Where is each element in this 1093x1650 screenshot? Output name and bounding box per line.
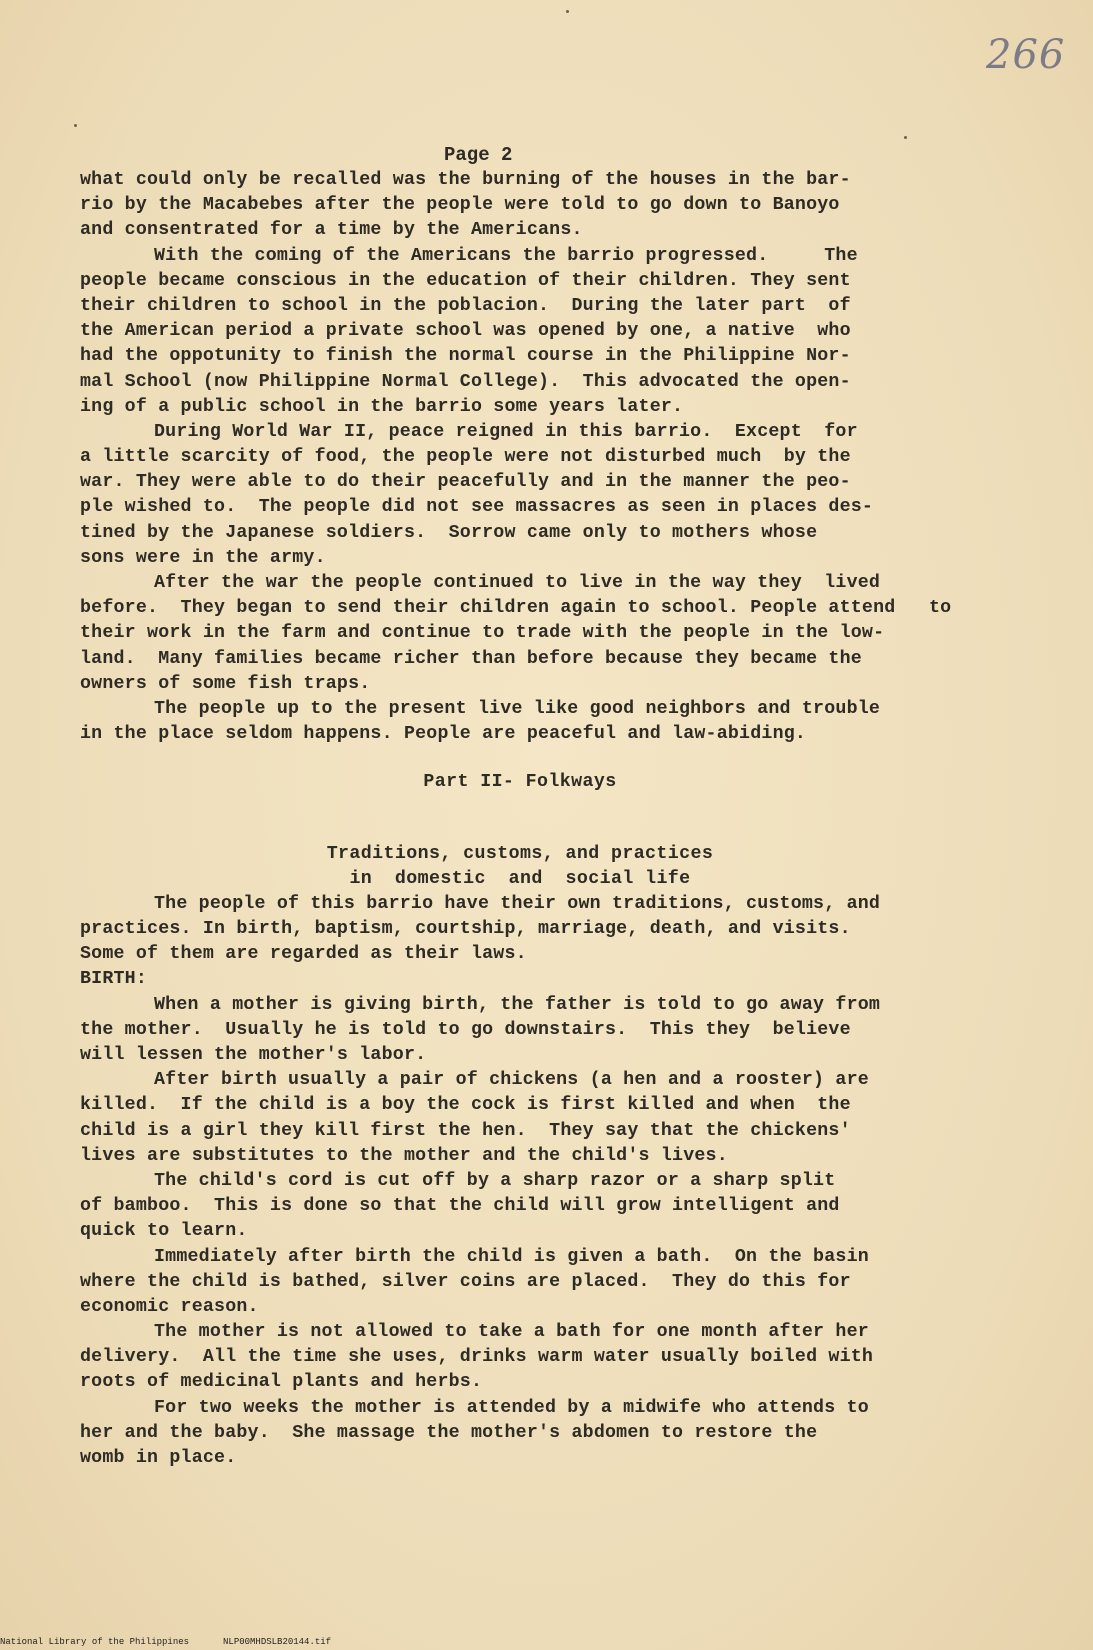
text-line: killed. If the child is a boy the cock is first killed and when the	[80, 1095, 851, 1116]
text-line: child is a girl they kill first the hen. They say that the chickens'	[80, 1120, 851, 1141]
text-line: where the child is bathed, silver coins are placed. They do this for	[80, 1271, 851, 1292]
text-line: The people of this barrio have their own traditions, customs, and	[154, 893, 881, 914]
birth-heading: BIRTH:	[80, 969, 148, 990]
text-line: land. Many families became richer than before because they became the	[80, 648, 862, 669]
archive-footer	[0, 1637, 365, 1647]
text-line: When a mother is giving birth, the father is told to go away from	[154, 994, 881, 1015]
text-line: tined by the Japanese soldiers. Sorrow came only to mothers whose	[80, 522, 818, 543]
footer-institution: National Library of the Philippines	[0, 1637, 190, 1647]
handwritten-page-number: 266	[986, 32, 1066, 78]
text-line: womb in place.	[80, 1448, 237, 1468]
ink-speck	[566, 10, 569, 13]
text-line: economic reason.	[80, 1296, 259, 1317]
page-header: Page 2	[444, 144, 513, 166]
text-line: what could only be recalled was the burning of the houses in the bar-	[80, 170, 851, 190]
text-line: a little scarcity of food, the people were not disturbed much by the	[80, 447, 851, 468]
text-line: rio by the Macabebes after the people were told to go down to Banoyo	[80, 195, 840, 216]
text-line: After the war the people continued to live in the way they lived	[154, 573, 881, 593]
text-line: With the coming of the Americans the barrio progressed. The	[154, 245, 858, 266]
text-line: and consentrated for a time by the Americans.	[80, 220, 583, 241]
text-line: people became conscious in the education of their children. They sent	[80, 270, 851, 291]
text-line: lives are substitutes to the mother and the child's lives.	[80, 1145, 728, 1166]
text-line: before. They began to send their children again to school. People attend to	[80, 598, 952, 619]
section-subtitle: in domestic and social life	[349, 868, 691, 889]
text-line: After birth usually a pair of chickens (a hen and a rooster) are	[154, 1070, 869, 1091]
text-line: practices. In birth, baptism, courtship, marriage, death, and visits.	[80, 919, 851, 940]
text-line: For two weeks the mother is attended by a midwife who attends to	[154, 1397, 869, 1418]
text-line: in the place seldom happens. People are peaceful and law-abiding.	[80, 724, 807, 745]
text-line: roots of medicinal plants and herbs.	[80, 1372, 483, 1393]
text-line: will lessen the mother's labor.	[80, 1045, 427, 1065]
text-line: the mother. Usually he is told to go downstairs. This they believe	[80, 1019, 851, 1040]
text-line: their children to school in the poblacion. During the later part of	[80, 295, 851, 316]
text-line: had the oppotunity to finish the normal course in the Philippine Nor-	[80, 346, 851, 367]
text-line: of bamboo. This is done so that the child will grow intelligent and	[80, 1196, 840, 1217]
footer-file-id: NLP00MHDSLB20144.tif	[223, 1637, 332, 1647]
text-line: During World War II, peace reigned in this barrio. Except for	[154, 421, 858, 442]
text-line: The people up to the present live like good neighbors and trouble	[154, 698, 881, 719]
ink-speck	[74, 124, 77, 127]
text-line: Immediately after birth the child is given a bath. On the basin	[154, 1246, 869, 1267]
text-line: sons were in the army.	[80, 547, 326, 568]
text-line: their work in the farm and continue to trade with the people in the low-	[80, 623, 885, 644]
text-line: the American period a private school was opened by one, a native who	[80, 321, 851, 342]
section-title: Traditions, customs, and practices	[326, 843, 714, 864]
text-line: her and the baby. She massage the mother's abdomen to restore the	[80, 1422, 818, 1443]
text-line: war. They were able to do their peacefully and in the manner the peo-	[80, 472, 851, 493]
part-title: Part II- Folkways	[423, 772, 617, 793]
text-line: mal School (now Philippine Normal College). This advocated the open-	[80, 371, 851, 392]
document-body	[80, 168, 1040, 1471]
ink-speck	[904, 136, 907, 139]
text-line: quick to learn.	[80, 1221, 248, 1242]
text-line: Some of them are regarded as their laws.	[80, 944, 527, 965]
text-line: The mother is not allowed to take a bath for one month after her	[154, 1322, 869, 1343]
text-line: ple wished to. The people did not see massacres as seen in places des-	[80, 497, 874, 518]
text-line: delivery. All the time she uses, drinks warm water usually boiled with	[80, 1347, 874, 1368]
text-line: owners of some fish traps.	[80, 673, 371, 694]
text-line: ing of a public school in the barrio some years later.	[80, 396, 684, 417]
text-line: The child's cord is cut off by a sharp razor or a sharp split	[154, 1170, 836, 1191]
